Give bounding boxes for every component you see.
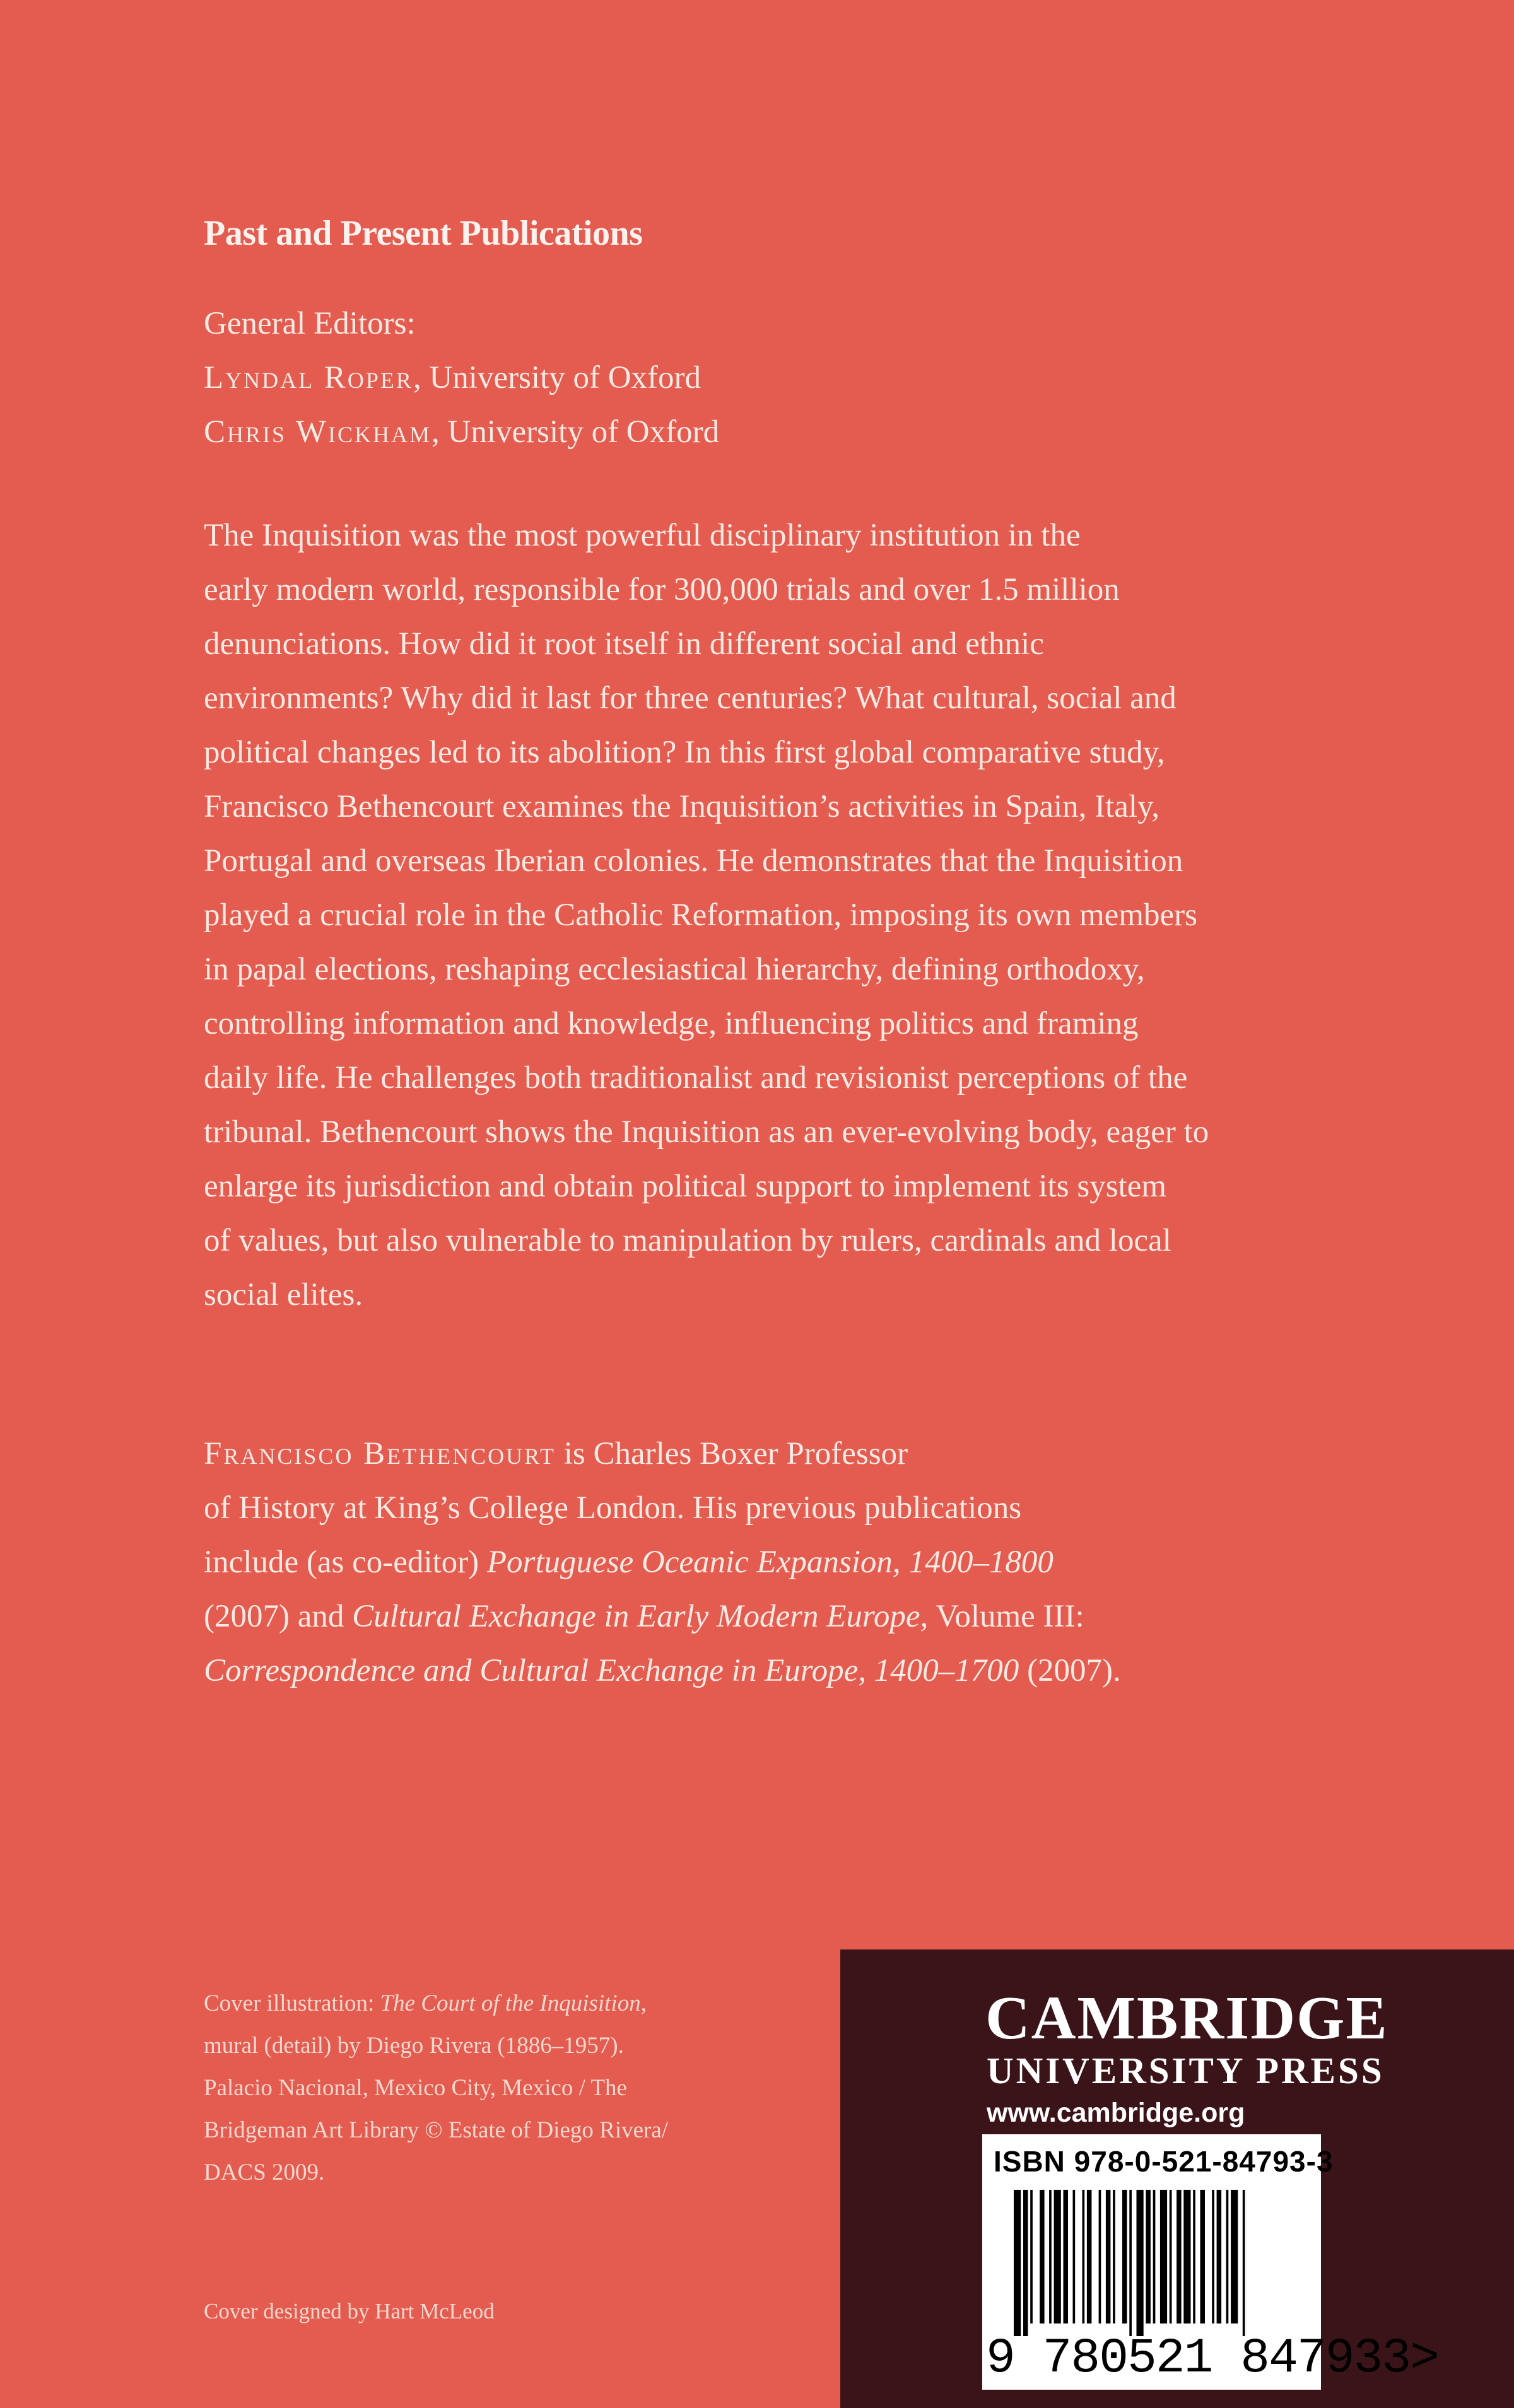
barcode-bar (1023, 2190, 1028, 2336)
barcode-bar (1212, 2190, 1214, 2323)
description-line: daily life. He challenges both traditionalist and revisionist perceptions of the (204, 1060, 1188, 1096)
barcode-digits (986, 2331, 1438, 2387)
cover-credits (204, 1982, 668, 2194)
bio-text: (2007) and (204, 1599, 353, 1634)
barcode-bar (1160, 2190, 1167, 2323)
description-line: enlarge its jurisdiction and obtain political support to implement its system (204, 1169, 1167, 1204)
book-description (204, 508, 1364, 1322)
barcode-bar (1054, 2190, 1061, 2323)
description-line: controlling information and knowledge, influencing politics and framing (204, 1006, 1139, 1041)
isbn-barcode (982, 2134, 1438, 2390)
description-line: of values, but also vulnerable to manipulation by rulers, cardinals and local (204, 1223, 1171, 1258)
barcode-bar (1073, 2190, 1076, 2323)
barcode-bar (1137, 2190, 1144, 2336)
author-name: Francisco Bethencourt (204, 1436, 556, 1471)
bio-text: is Charles Boxer Professor (555, 1436, 908, 1471)
barcode-bar (1200, 2190, 1206, 2323)
barcode-bar (1049, 2190, 1052, 2323)
barcode-bar (1183, 2190, 1190, 2323)
description-line: Francisco Bethencourt examines the Inquisition’s activities in Spain, Italy, (204, 789, 1160, 824)
description-line: social elites. (204, 1277, 363, 1312)
barcode-bar (1083, 2190, 1085, 2323)
barcode-bar (1087, 2190, 1092, 2323)
editor-affiliation: , University of Oxford (413, 360, 701, 395)
book-title-italic: Correspondence and Cultural Exchange in Europe, 1400–1700 (204, 1653, 1019, 1688)
barcode-bar (1226, 2190, 1229, 2323)
description-line: early modern world, responsible for 300,000 trials and over 1.5 million (204, 572, 1120, 607)
editor-affiliation: , University of Oxford (431, 414, 720, 450)
cover-designer-credit: Cover designed by Hart McLeod (204, 2299, 495, 2323)
credit-line: Palacio Nacional, Mexico City, Mexico / The (204, 2075, 627, 2101)
bio-text: Volume III: (928, 1599, 1084, 1634)
barcode-bar (1030, 2190, 1033, 2323)
editor-entry (204, 405, 719, 459)
bio-line (204, 1589, 1121, 1644)
editor-name: Chris Wickham (204, 414, 432, 450)
publisher-url[interactable]: www.cambridge.org (987, 2098, 1245, 2128)
publisher-panel (840, 1949, 1514, 2408)
bio-text: include (as co-editor) (204, 1545, 487, 1580)
description-line: tribunal. Bethencourt shows the Inquisition as an ever-evolving body, eager to (204, 1114, 1209, 1150)
author-bio (204, 1427, 1121, 1698)
barcode-bar (1170, 2190, 1172, 2323)
bio-line: of History at King’s College London. His previous publications (204, 1490, 1022, 1526)
description-line: in papal elections, reshaping ecclesiastical hierarchy, defining orthodoxy, (204, 952, 1145, 987)
barcode-end-mark: > (1410, 2331, 1438, 2387)
description-line: played a crucial role in the Catholic Reformation, imposing its own members (204, 897, 1197, 933)
barcode-bar (1040, 2190, 1045, 2323)
barcode-bar (1243, 2190, 1245, 2336)
barcode-bar (1177, 2190, 1182, 2323)
barcode-bar (1014, 2190, 1021, 2336)
general-editors (204, 296, 719, 459)
description-line: denunciations. How did it root itself in different social and ethnic (204, 626, 1044, 662)
credit-line: mural (detail) by Diego Rivera (1886–1957). (204, 2033, 624, 2059)
book-title-italic: Cultural Exchange in Early Modern Europe, (352, 1599, 929, 1634)
bio-line (204, 1427, 1121, 1481)
editors-heading: General Editors: (204, 306, 416, 341)
barcode-bar (1146, 2190, 1151, 2323)
barcode-bar (1153, 2190, 1156, 2323)
publisher-subtitle: UNIVERSITY PRESS (987, 2050, 1385, 2091)
publisher-name: CAMBRIDGE (985, 1984, 1388, 2052)
bio-line (204, 1535, 1121, 1589)
credit-text: Cover illustration: (204, 1990, 380, 2016)
barcode-bar (1099, 2190, 1101, 2323)
barcode-number: 9 780521 847933 (986, 2331, 1411, 2387)
barcode-bar (1129, 2190, 1132, 2336)
editor-name: Lyndal Roper (204, 360, 413, 395)
bio-line (204, 1644, 1121, 1698)
credit-line: DACS 2009. (204, 2160, 325, 2185)
credit-line: Bridgeman Art Library © Estate of Diego Rivera/ (204, 2117, 669, 2143)
barcode-bar (1193, 2190, 1195, 2323)
series-title: Past and Present Publications (204, 214, 643, 253)
credit-line (204, 1982, 668, 2025)
barcode-bar (1231, 2190, 1238, 2323)
isbn-label: ISBN 978-0-521-84793-3 (994, 2145, 1334, 2178)
credit-text: , (640, 1990, 647, 2016)
barcode-bar (1122, 2190, 1127, 2323)
book-title-italic: Portuguese Oceanic Expansion, 1400–1800 (486, 1545, 1053, 1580)
description-line: Portugal and overseas Iberian colonies. He demonstrates that the Inquisition (204, 843, 1183, 879)
barcode-bar (1064, 2190, 1069, 2323)
editor-entry (204, 351, 719, 405)
artwork-title: The Court of the Inquisition (380, 1990, 641, 2016)
barcode-bar (1113, 2190, 1115, 2323)
barcode-bar (1106, 2190, 1111, 2323)
description-line: political changes led to its abolition? In this first global comparative study, (204, 735, 1165, 770)
description-line: environments? Why did it last for three centuries? What cultural, social and (204, 681, 1177, 716)
bio-text: (2007). (1019, 1653, 1121, 1688)
barcode-bar (1217, 2190, 1222, 2323)
description-line: The Inquisition was the most powerful disciplinary institution in the (204, 518, 1081, 553)
